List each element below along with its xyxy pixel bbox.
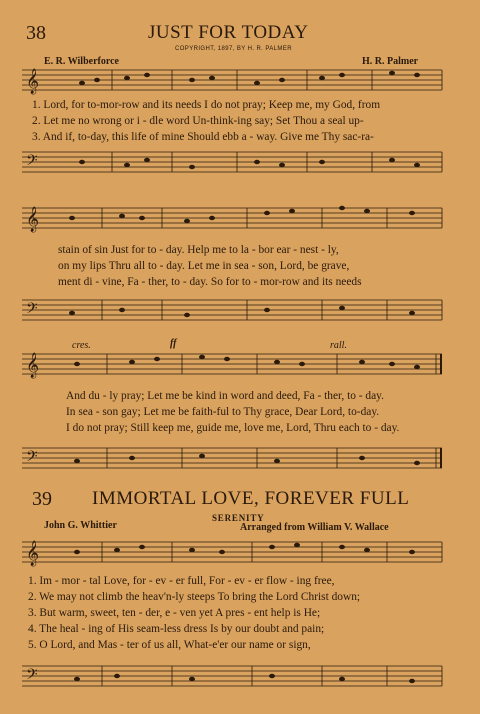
lyric-line: 5. O Lord, and Mas - ter of us all, What-e'er our name or sign, [28, 639, 311, 651]
hymn-39-number: 39 [32, 488, 52, 510]
hymn-39-title: IMMORTAL LOVE, FOREVER FULL [92, 488, 410, 509]
svg-text:𝄢: 𝄢 [26, 666, 38, 687]
music-staff [22, 148, 442, 184]
lyric-line: 2. We may not climb the heav'n-ly steeps To bring the Lord Christ down; [28, 591, 361, 603]
svg-text:𝄞: 𝄞 [26, 541, 40, 566]
music-staff [22, 204, 442, 234]
svg-text:𝄢: 𝄢 [26, 300, 38, 321]
svg-text:𝄞: 𝄞 [26, 353, 40, 378]
svg-text:𝄞: 𝄞 [26, 69, 40, 94]
lyric-line: 4. The heal - ing of His seam-less dress Is by our doubt and pain; [28, 623, 325, 635]
svg-text:𝄢: 𝄢 [26, 152, 38, 173]
lyric-line: 1. Lord, for to-mor-row and its needs I do not pray; Keep me, my God, from [32, 99, 381, 111]
lyric-line: In sea - son gay; Let me be faith-ful to Thy grace, Dear Lord, to-day. [66, 406, 380, 418]
hymn-38-number: 38 [26, 22, 46, 44]
lyric-line: And du - ly pray; Let me be kind in word and deed, Fa - ther, to - day. [66, 390, 384, 402]
music-staff [22, 662, 442, 698]
hymn-38-title: JUST FOR TODAY [148, 22, 309, 43]
hymn-38-composer: H. R. Palmer [362, 56, 419, 67]
lyric-line: 1. Im - mor - tal Love, for - ev - er full, For - ev - er flow - ing free, [28, 575, 335, 587]
lyric-line: ment di - vine, Fa - ther, to - day. So for to - mor-row and its needs [58, 276, 362, 288]
lyric-line: 3. But warm, sweet, ten - der, e - ven yet A pres - ent help is He; [28, 607, 321, 619]
lyric-line: on my lips Thru all to - day. Let me in sea - son, Lord, be grave, [58, 260, 350, 272]
lyric-line: stain of sin Just for to - day. Help me to la - bor ear - nest - ly, [58, 244, 339, 256]
lyric-line: I do not pray; Still keep me, guide me, love me, Lord, Thru each to - day. [66, 422, 400, 434]
music-staff [22, 66, 442, 96]
hymn-38-author: E. R. Wilberforce [44, 56, 119, 67]
dynamic-ff: ff [170, 338, 177, 349]
hymn-39-tune: SERENITY [212, 513, 265, 523]
lyric-line: 2. Let me no wrong or i - dle word Un-think-ing say; Set Thou a seal up- [32, 115, 364, 127]
dynamic-cres: cres. [72, 340, 91, 351]
lyric-line: 3. And if, to-day, this life of mine Should ebb a - way. Give me Thy sac-ra- [32, 131, 374, 143]
hymn-39-author: John G. Whittier [44, 520, 117, 531]
svg-text:𝄢: 𝄢 [26, 448, 38, 469]
music-staff [22, 296, 442, 326]
music-staff [22, 538, 442, 568]
music-staff [22, 444, 442, 474]
hymn-39-composer: Arranged from William V. Wallace [240, 522, 389, 533]
hymn-38-copyright: COPYRIGHT, 1897, BY H. R. PALMER [175, 46, 292, 52]
svg-text:𝄞: 𝄞 [26, 207, 40, 232]
dynamic-rall: rall. [330, 340, 347, 351]
music-staff [22, 350, 442, 380]
